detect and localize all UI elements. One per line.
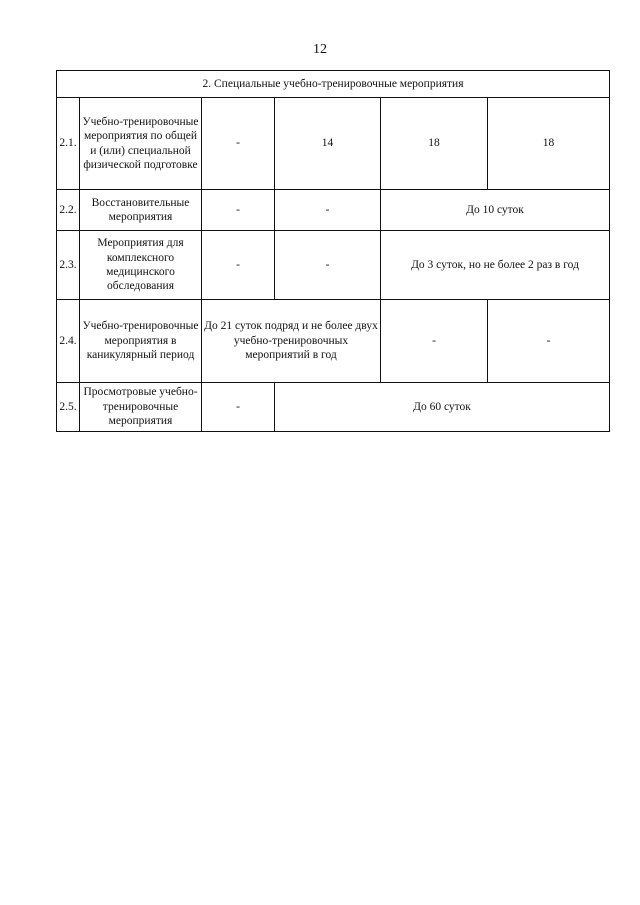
value-cell: 18 [488, 98, 610, 190]
row-number: 2.3. [57, 231, 80, 300]
event-name: Восстановительные мероприятия [80, 190, 202, 231]
row-number: 2.1. [57, 98, 80, 190]
value-cell: - [202, 231, 275, 300]
event-name: Мероприятия для комплексного медицинского обследования [80, 231, 202, 300]
value-cell: - [488, 300, 610, 383]
table-row [57, 231, 610, 300]
value-cell: - [275, 231, 381, 300]
event-name: Учебно-тренировочные мероприятия по общей и (или) специальной физической подготовке [80, 98, 202, 190]
value-cell: 14 [275, 98, 381, 190]
row-number: 2.4. [57, 300, 80, 383]
value-cell: - [381, 300, 488, 383]
table-row [57, 190, 610, 231]
value-cell: До 21 суток подряд и не более двух учебно-тренировочных мероприятий в год [202, 300, 381, 383]
value-cell: - [202, 383, 275, 432]
value-cell: До 10 суток [381, 190, 610, 231]
row-number: 2.2. [57, 190, 80, 231]
value-cell: До 60 суток [275, 383, 610, 432]
value-cell: - [275, 190, 381, 231]
table-row [57, 383, 610, 432]
table-row [57, 98, 610, 190]
page-number: 12 [313, 42, 327, 57]
value-cell: - [202, 98, 275, 190]
row-number: 2.5. [57, 383, 80, 432]
section-header: 2. Специальные учебно-тренировочные мероприятия [57, 71, 610, 98]
table-row [57, 300, 610, 383]
event-name: Учебно-тренировочные мероприятия в каникулярный период [80, 300, 202, 383]
event-name: Просмотровые учебно-тренировочные мероприятия [80, 383, 202, 432]
value-cell: До 3 суток, но не более 2 раз в год [381, 231, 610, 300]
value-cell: - [202, 190, 275, 231]
training-events-table [56, 70, 610, 432]
value-cell: 18 [381, 98, 488, 190]
